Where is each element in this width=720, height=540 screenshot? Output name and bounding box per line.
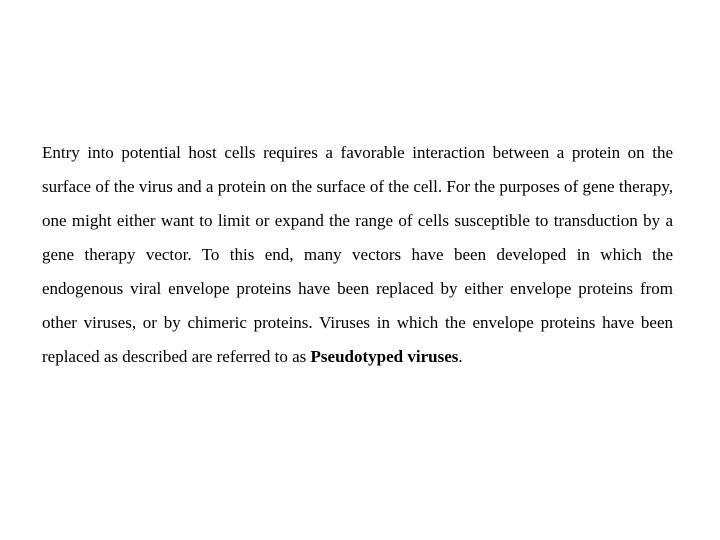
paragraph-text: Entry into potential host cells requires a favorable interaction between a protein on the surface of the virus and a protein on the surface of the cell. For the purposes of gene therapy, one might either want to limit or expand the range of cells susceptible to transduction by a gene therapy vector. To this end, many vectors have been developed in which the endogenous viral envelope proteins have been replaced by either envelope proteins from other viruses, or by chimeric proteins. Viruses in which the envelope proteins have been replaced as described are referred to as: [42, 143, 673, 366]
paragraph-end-punctuation: .: [458, 347, 463, 366]
body-paragraph: [42, 136, 673, 374]
key-term: Pseudotyped viruses: [310, 347, 459, 366]
